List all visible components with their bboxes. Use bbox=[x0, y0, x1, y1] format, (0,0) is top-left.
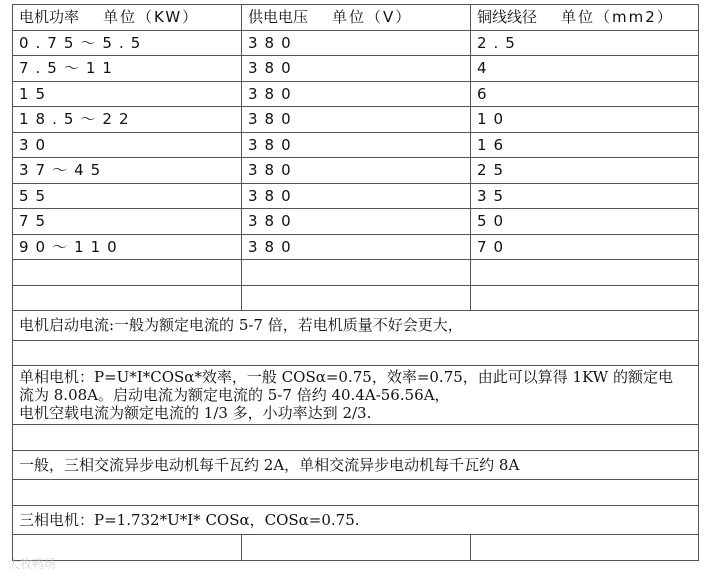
table-row bbox=[13, 107, 699, 133]
header-wire-name: 铜线线径 bbox=[477, 8, 538, 27]
power-cell: 30 bbox=[13, 132, 242, 158]
voltage-cell: 380 bbox=[242, 107, 471, 133]
power-cell: 90～110 bbox=[13, 234, 242, 260]
empty-cell bbox=[471, 260, 699, 286]
single-phase-line-3: 电机空载电流为额定电流的 1/3 多，小功率达到 2/3. bbox=[19, 404, 372, 422]
table-row bbox=[13, 183, 699, 209]
power-cell: 18.5～22 bbox=[13, 107, 242, 133]
header-wire bbox=[471, 5, 699, 31]
header-power bbox=[13, 5, 242, 31]
header-voltage-name: 供电电压 bbox=[248, 8, 309, 27]
spacer-row bbox=[13, 480, 699, 506]
note-row-startup bbox=[13, 311, 699, 341]
single-phase-line-2: 流为 8.08A。启动电流为额定电流的 5-7 倍约 40.4A-56.56A， bbox=[19, 386, 450, 404]
voltage-cell: 380 bbox=[242, 234, 471, 260]
voltage-cell: 380 bbox=[242, 132, 471, 158]
header-voltage-unit: 单位（V） bbox=[332, 8, 413, 27]
header-row bbox=[13, 5, 699, 31]
empty-cell bbox=[13, 285, 242, 311]
single-phase-note bbox=[13, 366, 699, 425]
wire-cell: 2.5 bbox=[471, 30, 699, 56]
spacer-cell bbox=[13, 480, 699, 506]
empty-cell bbox=[242, 535, 471, 561]
wire-cell: 35 bbox=[471, 183, 699, 209]
single-phase-line-1: 单相电机：P=U*I*COSα*效率，一般 COSα=0.75，效率=0.75，由此可以算得 1KW 的额定电 bbox=[19, 368, 673, 386]
voltage-cell: 380 bbox=[242, 158, 471, 184]
voltage-cell: 380 bbox=[242, 56, 471, 82]
table-row bbox=[13, 158, 699, 184]
table-row bbox=[13, 234, 699, 260]
wire-cell: 50 bbox=[471, 209, 699, 235]
three-phase-note: 三相电机：P=1.732*U*I* COSα，COSα=0.75. bbox=[13, 505, 699, 535]
spacer-row bbox=[13, 340, 699, 366]
voltage-cell: 380 bbox=[242, 209, 471, 235]
watermark-logo: 大牧鸭场 bbox=[8, 557, 57, 571]
empty-cell bbox=[471, 535, 699, 561]
wire-cell: 25 bbox=[471, 158, 699, 184]
table-row bbox=[13, 56, 699, 82]
power-cell: 55 bbox=[13, 183, 242, 209]
empty-cell bbox=[471, 285, 699, 311]
spacer-row bbox=[13, 425, 699, 451]
motor-wire-spec-table bbox=[12, 4, 699, 561]
note-row-three-phase bbox=[13, 505, 699, 535]
spacer-cell bbox=[13, 340, 699, 366]
spacer-cell bbox=[13, 425, 699, 451]
header-voltage bbox=[242, 5, 471, 31]
voltage-cell: 380 bbox=[242, 81, 471, 107]
wire-cell: 6 bbox=[471, 81, 699, 107]
header-wire-unit: 单位（mm2） bbox=[561, 8, 674, 27]
wire-cell: 10 bbox=[471, 107, 699, 133]
power-cell: 75 bbox=[13, 209, 242, 235]
empty-row bbox=[13, 535, 699, 561]
wire-cell: 70 bbox=[471, 234, 699, 260]
empty-cell bbox=[13, 260, 242, 286]
note-row-single-phase bbox=[13, 366, 699, 425]
table-row bbox=[13, 209, 699, 235]
voltage-cell: 380 bbox=[242, 183, 471, 209]
power-cell: 15 bbox=[13, 81, 242, 107]
empty-cell bbox=[242, 260, 471, 286]
power-cell: 7.5～11 bbox=[13, 56, 242, 82]
table-row bbox=[13, 30, 699, 56]
wire-cell: 16 bbox=[471, 132, 699, 158]
power-cell: 0.75～5.5 bbox=[13, 30, 242, 56]
header-power-name: 电机功率 bbox=[19, 8, 80, 27]
wire-cell: 4 bbox=[471, 56, 699, 82]
empty-cell bbox=[242, 285, 471, 311]
startup-current-note: 电机启动电流:一般为额定电流的 5-7 倍，若电机质量不好会更大， bbox=[13, 311, 699, 341]
table-row bbox=[13, 132, 699, 158]
per-kw-current-note: 一般，三相交流异步电动机每千瓦约 2A，单相交流异步电动机每千瓦约 8A bbox=[13, 450, 699, 480]
header-power-unit: 单位（KW） bbox=[103, 8, 200, 27]
table-row bbox=[13, 81, 699, 107]
power-cell: 37～45 bbox=[13, 158, 242, 184]
empty-row bbox=[13, 285, 699, 311]
note-row-per-kw bbox=[13, 450, 699, 480]
empty-row bbox=[13, 260, 699, 286]
voltage-cell: 380 bbox=[242, 30, 471, 56]
